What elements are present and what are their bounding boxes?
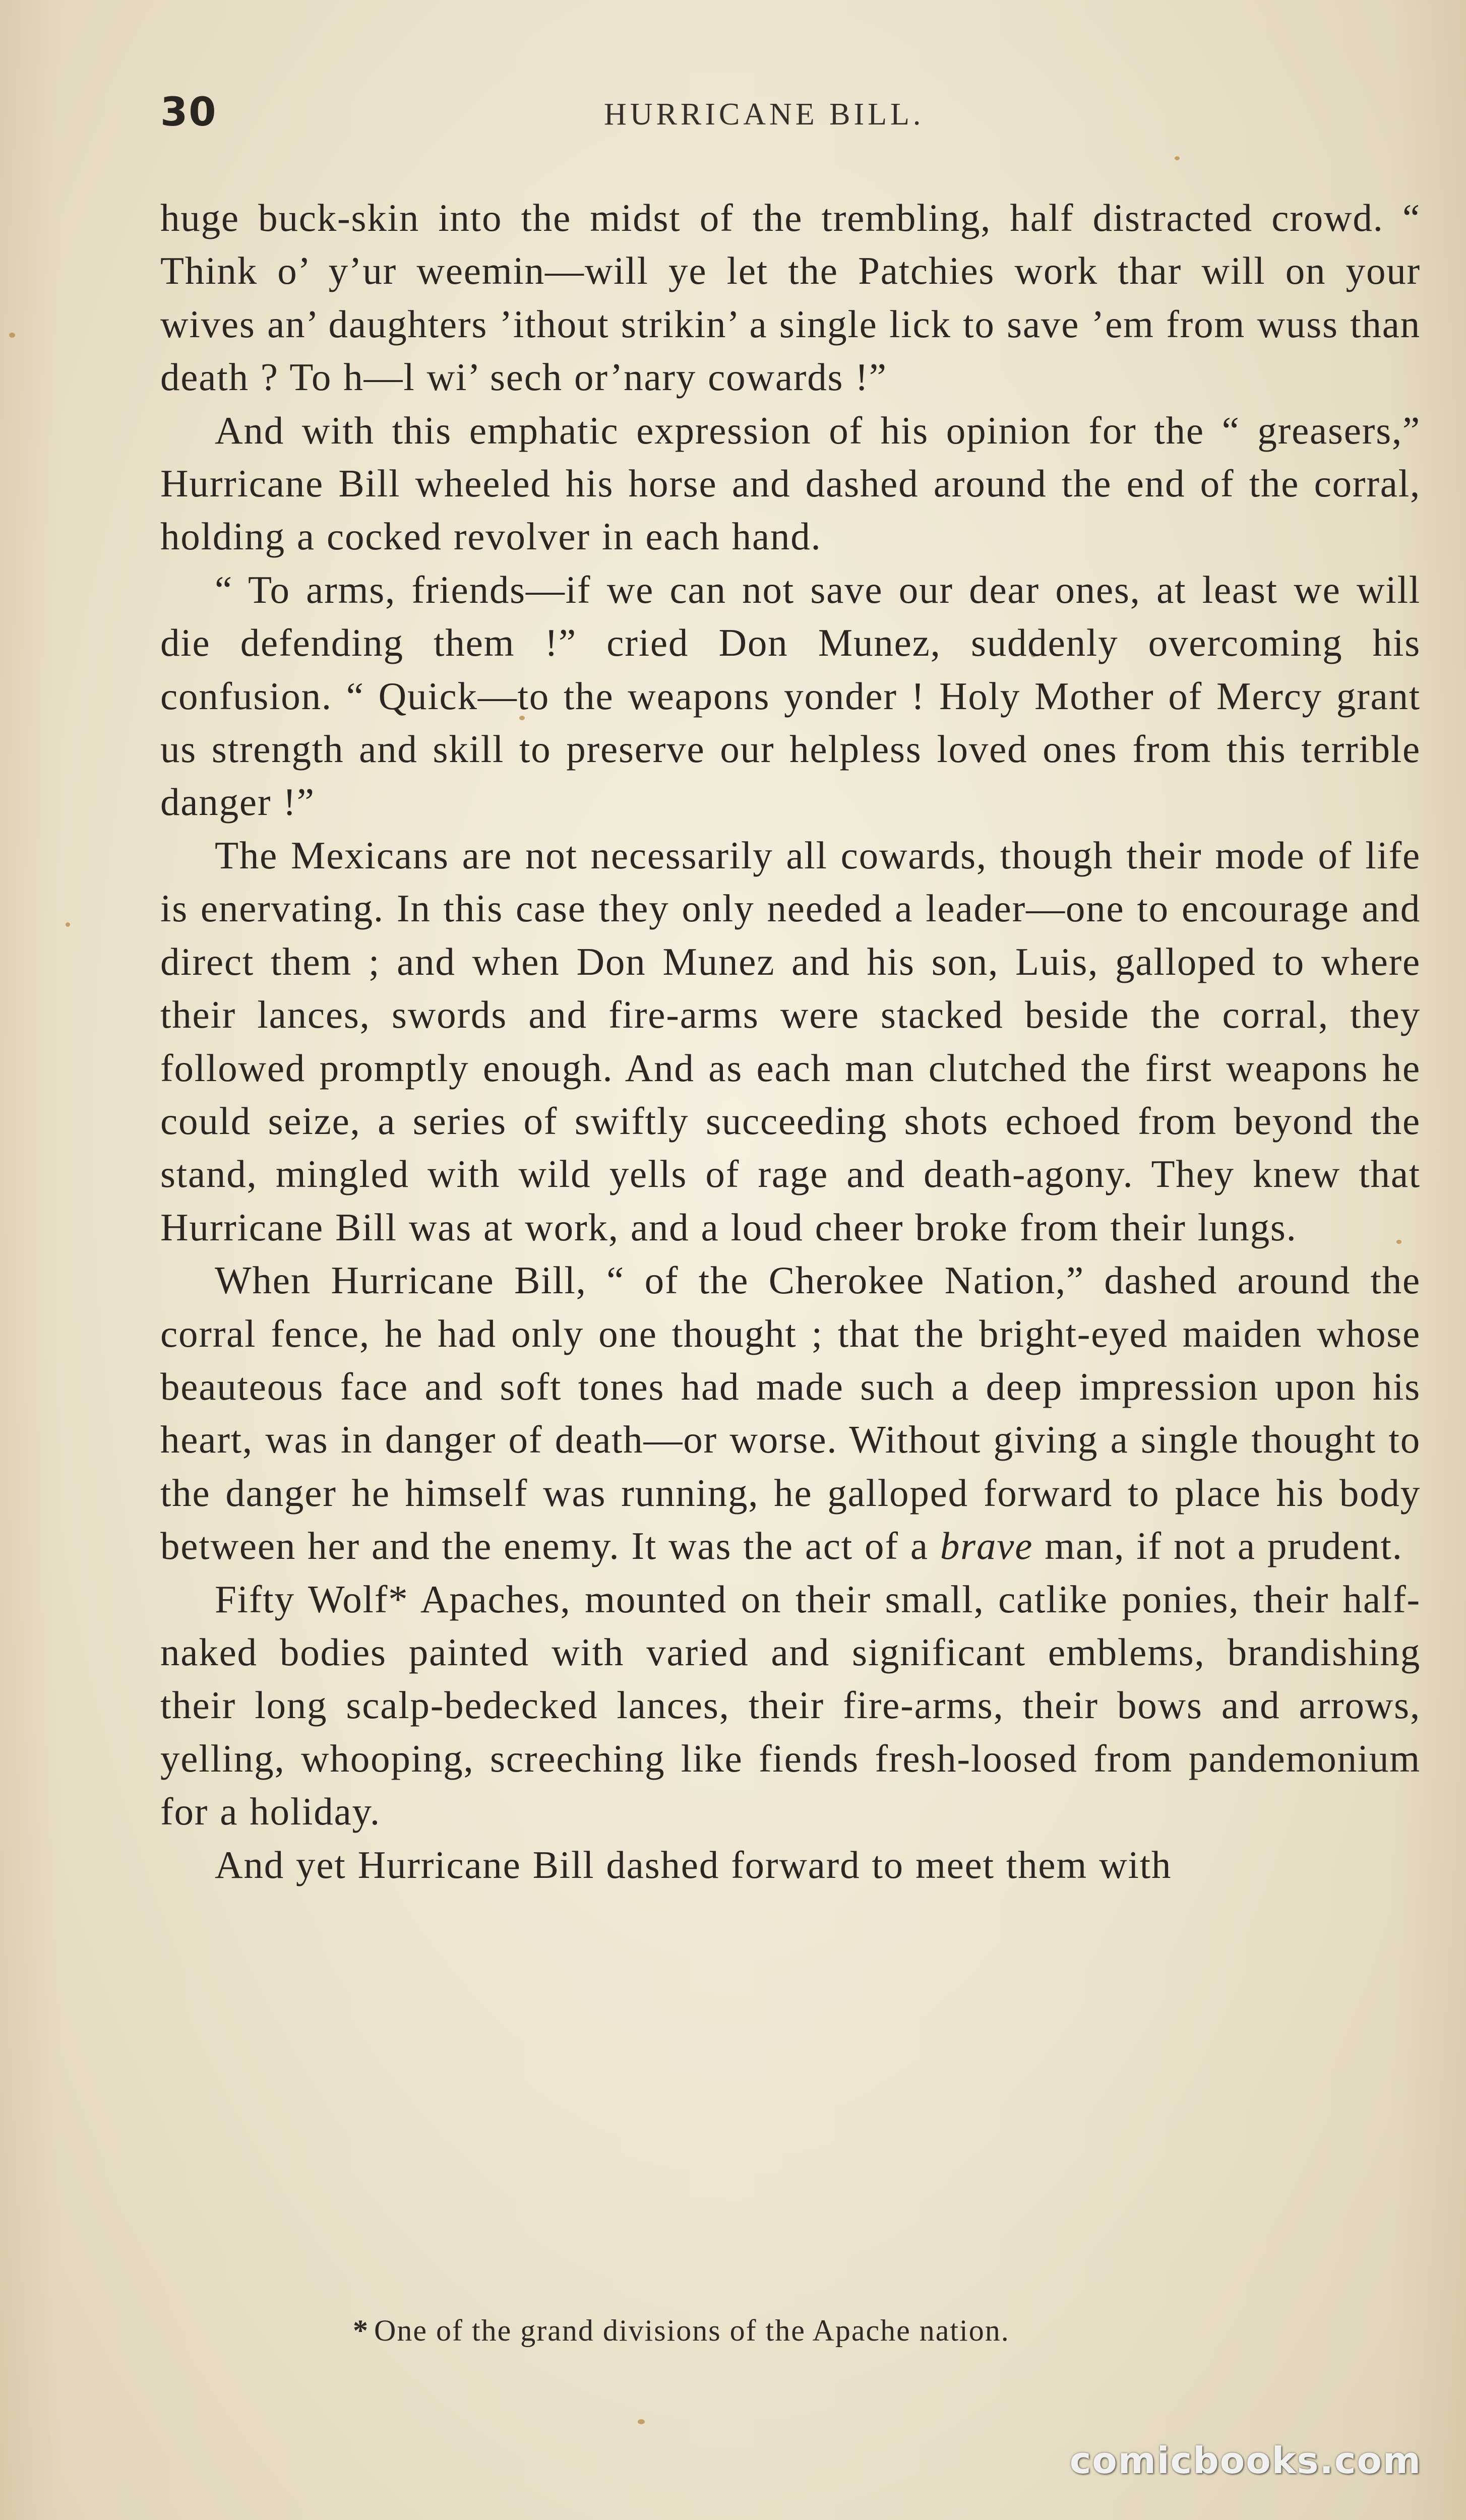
paragraph: And yet Hurricane Bill dashed forward to meet them with	[215, 1843, 1172, 1886]
paragraph	[160, 1254, 1421, 1572]
paragraph-text: When Hurricane Bill, “ of the Cherokee Nation,” dashed around the corral fence, he had only one thought ; that the bright-eyed maiden whose beauteous face and soft tones had made such a deep impression upon his heart, was in danger of death—or worse. Without giving a single thought to the danger he himself was running, he galloped forward to place his body between her and the enemy. It was the act of a	[160, 1258, 1421, 1568]
footnote-text: One of the grand divisions of the Apache nation.	[374, 2314, 1010, 2347]
running-head-title: HURRICANE BILL.	[604, 97, 925, 132]
paper-speck	[66, 922, 70, 927]
paper-speck	[638, 2419, 645, 2424]
paragraph: huge buck-skin into the midst of the trembling, half distracted crowd. “ Think o’ y’ur weemin—will ye let the Patchies work thar will on your wives an’ daughters ’ithout strikin’ a single lick to save ’em from wuss than death ? To h—l wi’ sech or’nary cowards !”	[160, 196, 1421, 399]
italic-emphasis: brave	[940, 1524, 1033, 1568]
footnote-marker: *	[353, 2314, 369, 2347]
body-text	[160, 192, 1421, 1892]
paper-speck	[9, 333, 15, 338]
paragraph: The Mexicans are not necessarily all cowards, though their mode of life is enervating. In this case they only needed a leader—one to encourage and direct them ; and when Don Munez and his son, Luis, galloped to where their lances, swords and fire-arms were stacked beside the corral, they followed promptly enough. And as each man clutched the first weapons he could seize, a series of swiftly succeeding shots echoed from beyond the stand, mingled with wild yells of rage and death-agony. They knew that Hurricane Bill was at work, and a loud cheer broke from their lungs.	[160, 833, 1421, 1249]
page-number: 30	[160, 90, 217, 135]
paragraph-text-continued: man, if not a prudent.	[1033, 1524, 1403, 1568]
paragraph: And with this emphatic expression of his opinion for the “ greasers,” Hurricane Bill wheeled his horse and dashed around the end of the corral, holding a cocked revolver in each hand.	[160, 408, 1421, 558]
paper-speck	[1175, 156, 1180, 160]
paragraph: “ To arms, friends—if we can not save our dear ones, at least we will die defending them !” cried Don Munez, suddenly overcoming his confusion. “ Quick—to the weapons yonder ! Holy Mother of Mercy grant us strength and skill to preserve our helpless loved ones from this terrible danger !”	[160, 568, 1421, 824]
watermark-logo: comicbooks.com	[1069, 2439, 1422, 2482]
page-header	[160, 90, 1350, 150]
footnote	[353, 2313, 1010, 2348]
paragraph: Fifty Wolf* Apaches, mounted on their small, catlike ponies, their half-naked bodies painted with varied and significant emblems, brandishing their long scalp-bedecked lances, their fire-arms, their bows and arrows, yelling, whooping, screeching like fiends fresh-loosed from pandemonium for a holiday.	[160, 1577, 1421, 1834]
